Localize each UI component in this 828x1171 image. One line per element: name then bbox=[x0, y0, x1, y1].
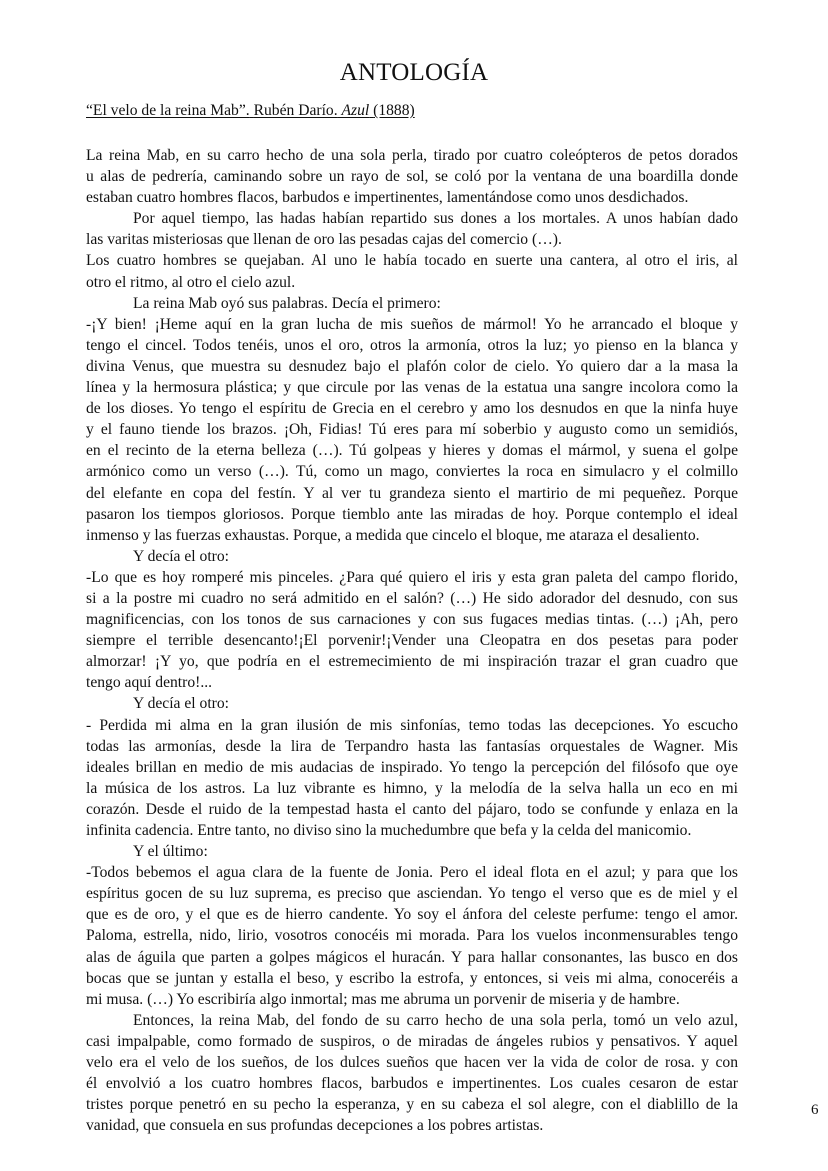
text-line: Y decía el otro: bbox=[133, 547, 229, 565]
text-line: si a la postre mi cuadro no será admitido en el salón? (…) He sido adorador del desnudo, con sus bbox=[86, 589, 738, 607]
text-line: inmenso y las fuerzas exhaustas. Porque, a medida que cincelo el bloque, me ataraza el desaliento. bbox=[86, 526, 700, 544]
text-line: todas las armonías, desde la lira de Terpandro hasta las fantasías orquestales de Wagner. Mis bbox=[86, 737, 738, 755]
text-line: magnificencias, con los tonos de sus carnaciones y con sus fugaces medias tintas. (…) ¡Ah, pero bbox=[86, 611, 738, 629]
text-line: corazón. Desde el ruido de la tempestad hasta el canto del pájaro, todo se confunde y enlaza en la bbox=[86, 800, 738, 818]
story-title: “El velo de la reina Mab”. bbox=[86, 102, 250, 119]
publication-year: (1888) bbox=[373, 102, 415, 119]
text-line: - Perdida mi alma en la gran ilusión de mis sinfonías, temo todas las decepciones. Yo escucho bbox=[86, 716, 738, 734]
book-title: Azul bbox=[341, 102, 370, 119]
text-line: vanidad, que consuela en sus profundas decepciones a los pobres artistas. bbox=[86, 1117, 544, 1135]
page-title: ANTOLOGÍA bbox=[339, 59, 489, 86]
text-line: estaban cuatro hombres flacos, barbudos e impertinentes, lamentándose como unos desdichados. bbox=[86, 189, 689, 207]
page-number: 6 bbox=[811, 1102, 819, 1118]
text-line: de los dioses. Yo tengo el espíritu de Grecia en el cerebro y amo los desnudos en que la ninfa huye bbox=[86, 400, 738, 418]
text-line: -Todos bebemos el agua clara de la fuente de Jonia. Pero el ideal flota en el azul; y para que los bbox=[86, 864, 738, 882]
source-citation bbox=[86, 101, 415, 121]
text-line: infinita cadencia. Entre tanto, no diviso sino la muchedumbre que befa y la celda del manicomio. bbox=[86, 822, 692, 839]
text-line: espíritus gocen de su luz suprema, es preciso que asciendan. Yo tengo el verso que es de miel y el bbox=[86, 885, 738, 903]
text-line: u alas de pedrería, caminando sobre un rayo de sol, se coló por la ventana de una boardilla donde bbox=[86, 168, 738, 186]
text-line: ideales brillan en medio de mis audacias de inspirado. Yo tengo la percepción del filósofo que oye bbox=[86, 758, 738, 776]
text-line: otro el ritmo, al otro el cielo azul. bbox=[86, 273, 296, 291]
text-line: La reina Mab oyó sus palabras. Decía el primero: bbox=[133, 294, 441, 312]
text-line: Paloma, estrella, nido, lirio, vosotros conocéis mi morada. Para los vuelos inconmensurables tengo bbox=[86, 927, 738, 945]
text-line: Entonces, la reina Mab, del fondo de su carro hecho de una sola perla, tomó un velo azul, bbox=[133, 1011, 738, 1029]
text-line: Los cuatro hombres se quejaban. Al uno le había tocado en suerte una cantera, al otro el iris, al bbox=[86, 252, 738, 270]
text-line: en el recinto de la eterna belleza (…). Tú golpeas y hieres y domas el mármol, y suena el golpe bbox=[86, 442, 738, 460]
text-line: línea y la hermosura plástica; y que circule por las venas de la estatua una sangre incolora como la bbox=[86, 379, 738, 397]
text-line: velo era el velo de los sueños, de los dulces sueños que hacen ver la vida de color de rosa. y con bbox=[86, 1054, 738, 1072]
text-line: tristes porque penetró en su pecho la esperanza, y en su cabeza el sol alegre, con el diablillo de la bbox=[86, 1096, 738, 1114]
text-line: casi impalpable, como formado de suspiros, o de miradas de ángeles rubios y pensativos. Y aquel bbox=[86, 1032, 738, 1050]
text-line: él envolvió a los cuatro hombres flacos, barbudos e impertinentes. Los cuales cesaron de estar bbox=[86, 1075, 738, 1093]
text-line: mi musa. (…) Yo escribiría algo inmortal; mas me abruma un porvenir de miseria y de hambre. bbox=[86, 990, 680, 1008]
text-line: las varitas misteriosas que llenan de oro las pesadas cajas del comercio (…). bbox=[86, 231, 562, 249]
text-line: alas de águila que parten a golpes mágicos el huracán. Y para hallar consonantes, las busco en dos bbox=[86, 948, 738, 966]
text-line: bocas que se juntan y estalla el beso, y escribo la estrofa, y entonces, si veis mi alma, conoceréis a bbox=[86, 969, 738, 987]
text-line: Por aquel tiempo, las hadas habían repartido sus dones a los mortales. A unos habían dado bbox=[133, 210, 738, 228]
text-line: siempre el terrible desencanto!¡El porvenir!¡Vender una Cleopatra en dos pesetas para poder bbox=[86, 632, 738, 650]
text-line: -¡Y bien! ¡Heme aquí en la gran lucha de mis sueños de mármol! Yo he arrancado el bloque y bbox=[86, 315, 738, 333]
text-line: -Lo que es hoy romperé mis pinceles. ¿Para qué quiero el iris y esta gran paleta del campo florido, bbox=[86, 568, 738, 586]
text-line: almorzar! ¡Y yo, que podría en el estremecimiento de mi inspiración trazar el gran cuadro que bbox=[86, 653, 738, 671]
text-line: Y decía el otro: bbox=[133, 695, 229, 713]
text-line: armónico como un verso (…). Tú, como un mago, conviertes la roca en simulacro y el colmillo bbox=[86, 463, 738, 481]
text-line: divina Venus, que muestra su desnudez bajo el plafón color de cielo. Yo quiero dar a la masa la bbox=[86, 357, 738, 375]
text-line: y el fauno tiende los brazos. ¡Oh, Fidias! Tú eres para mí soberbio y augusto como un semidiós, bbox=[86, 421, 738, 439]
text-line: que es de oro, y el que es de hierro candente. Yo soy el ánfora del celeste perfume: tengo el amor. bbox=[86, 906, 738, 924]
text-line: del elefante en copa del festín. Y al ver tu grandeza siento el martirio de mi pequeñez. Porque bbox=[86, 484, 738, 502]
story-excerpt bbox=[86, 145, 738, 1136]
author-name: Rubén Darío. bbox=[253, 102, 338, 119]
text-line: tengo el cincel. Todos tenéis, unos el oro, otros la armonía, otros la luz; yo pienso en la blanca y bbox=[86, 336, 738, 354]
text-line: La reina Mab, en su carro hecho de una sola perla, tirado por cuatro coleópteros de petos dorados bbox=[86, 147, 738, 164]
text-line: Y el último: bbox=[133, 843, 208, 861]
text-line: tengo aquí dentro!... bbox=[86, 674, 213, 692]
text-line: pasaron los tiempos gloriosos. Porque tiemblo ante las miradas de hoy. Porque contemplo el ideal bbox=[86, 505, 738, 523]
text-line: la música de los astros. La luz vibrante es himno, y la melodía de la selva halla un eco en mi bbox=[86, 779, 738, 797]
